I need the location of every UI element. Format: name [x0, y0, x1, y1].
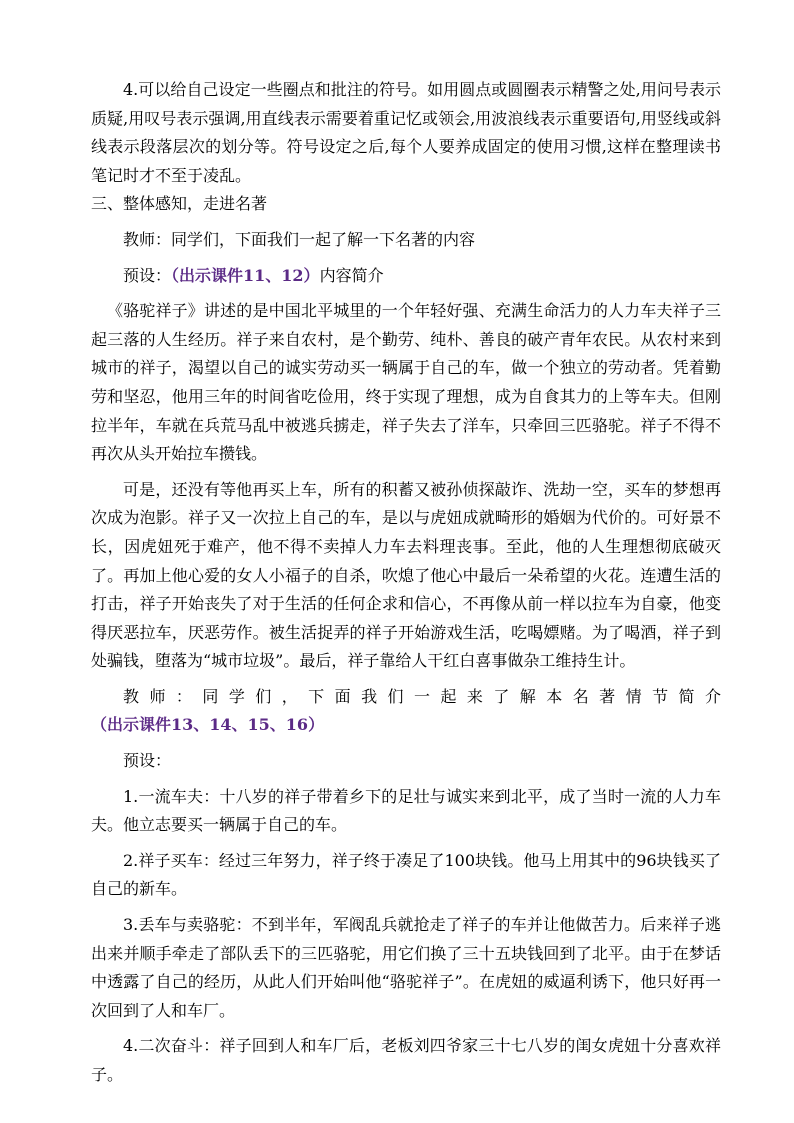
section-heading: 三、整体感知，走进名著 [91, 194, 268, 214]
document-page [91, 76, 721, 1090]
summary-paragraph-2: 可是，还没有等他再买上车，所有的积蓄又被孙侦探敲诈、洗劫一空，买车的梦想再次成为泡影。祥子又一次拉上自己的车，是以与虎妞成就畸形的婚姻为代价的。可好景不长，因虎妞死于难产，他不得不卖掉人力车去料理丧事。至此，他的人生理想彻底破灭了。再加上他心爱的女人小福子的自杀，吹熄了他心中最后一朵希望的火花。连遭生活的打击，祥子开始丧失了对于生活的任何企求和信心，不再像从前一样以拉车为自豪，他变得厌恶拉车，厌恶劳作。被生活捉弄的祥子开始游戏生活，吃喝嫖赌。为了喝酒，祥子到处骗钱，堕落为“城市垃圾”。最后，祥子靠给人干红白喜事做杂工维持生计。 [91, 479, 721, 671]
preset-line-2: 预设： [123, 751, 172, 771]
paragraph-symbols: 4.可以给自己设定一些圈点和批注的符号。如用圆点或圆圈表示精警之处,用问号表示质疑,用叹号表示强调,用直线表示需要着重记忆或领会,用波浪线表示重要语句,用竖线或斜线表示段落层次的划分等。符号设定之后,每个人要养成固定的使用习惯,这样在整理读书笔记时才不至于凌乱。 [91, 80, 721, 185]
teacher-line-1: 教师：同学们，下面我们一起了解一下名著的内容 [123, 229, 476, 249]
plot-item-2: 2.祥子买车：经过三年努力，祥子终于凑足了100块钱。他马上用其中的96块钱买了自己的新车。 [91, 850, 721, 899]
teacher-text: 教师：同学们，下面我们一起来了解本名著情节简介 [123, 686, 721, 706]
teacher-line-2 [91, 683, 721, 740]
plot-item-4: 4.二次奋斗：祥子回到人和车厂后，老板刘四爷家三十七八岁的闺女虎妞十分喜欢祥子。 [91, 1036, 721, 1084]
summary-paragraph-1: 《骆驼祥子》讲述的是中国北平城里的一个年轻好强、充满生命活力的人力车夫祥子三起三落的人生经历。祥子来自农村，是个勤劳、纯朴、善良的破产青年农民。从农村来到城市的祥子，渴望以自己的诚实劳动买一辆属于自己的车，做一个独立的劳动者。凭着勤劳和坚忍，他用三年的时间省吃俭用，终于实现了理想，成为自食其力的上等车夫。但刚拉半年，车就在兵荒马乱中被逃兵掳走，祥子失去了洋车，只牵回三匹骆驼。祥子不得不再次从头开始拉车攒钱。 [91, 301, 721, 464]
preset-topic: 内容简介 [319, 265, 384, 285]
preset-line-1 [91, 262, 721, 291]
courseware-ref-1: （出示课件11、12） [171, 265, 320, 285]
courseware-ref-2: （出示课件13、14、15、16） [91, 715, 325, 735]
preset-label: 预设： [123, 265, 172, 285]
plot-item-1: 1.一流车夫：十八岁的祥子带着乡下的足壮与诚实来到北平，成了当时一流的人力车夫。他立志要买一辆属于自己的车。 [91, 786, 721, 835]
plot-item-3: 3.丢车与卖骆驼：不到半年，军阀乱兵就抢走了祥子的车并让他做苦力。后来祥子逃出来并顺手牵走了部队丢下的三匹骆驼，用它们换了三十五块钱回到了北平。由于在梦话中透露了自己的经历，从此人们开始叫他“骆驼祥子”。在虎妞的威逼利诱下，他只好再一次回到了人和车厂。 [91, 915, 721, 1020]
